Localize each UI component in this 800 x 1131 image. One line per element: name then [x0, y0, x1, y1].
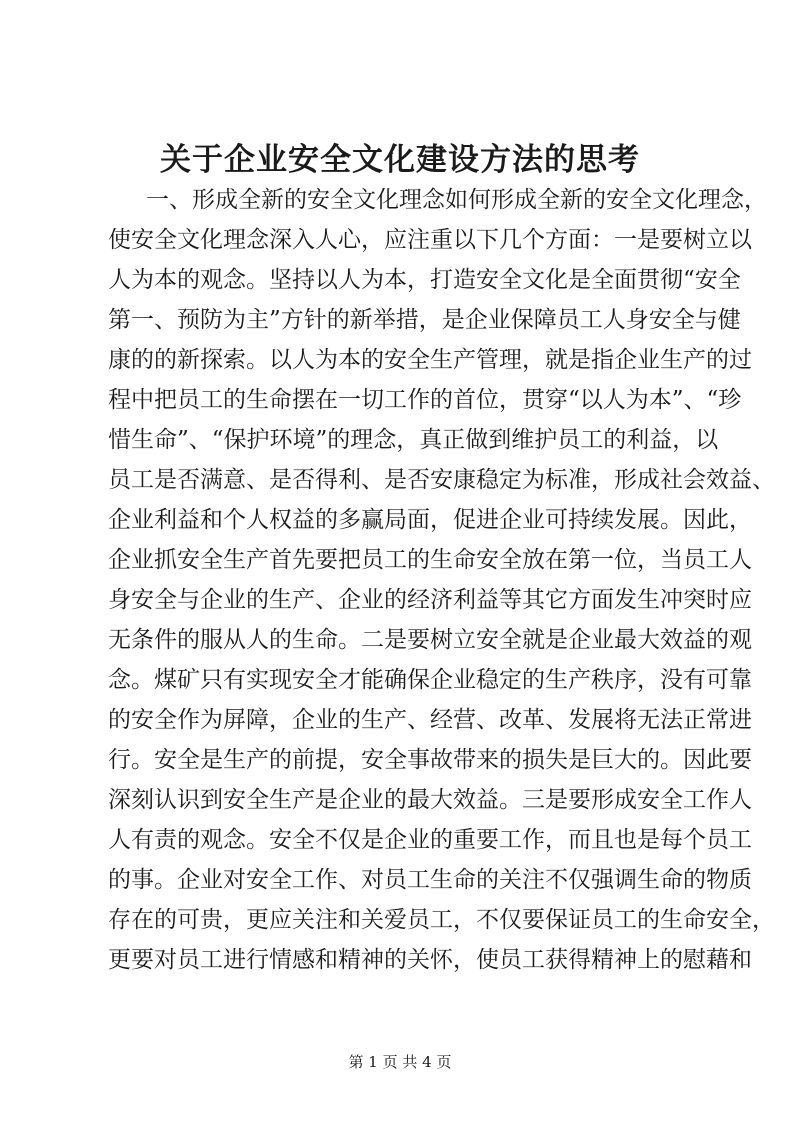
body-line: 人有责的观念。安全不仅是企业的重要工作，而且也是每个员工 [108, 827, 752, 853]
body-line: 更要对员工进行情感和精神的关怀，使员工获得精神上的慰藉和 [108, 947, 752, 973]
body-line: 存在的可贵，更应关注和关爱员工，不仅要保证员工的生命安全， [108, 907, 775, 933]
body-line: 的安全作为屏障，企业的生产、经营、改革、发展将无法正常进 [108, 707, 752, 733]
document-title: 关于企业安全文化建设方法的思考 [160, 142, 640, 178]
body-line: 使安全文化理念深入人心，应注重以下几个方面：一是要树立以 [108, 227, 752, 253]
body-line: 企业利益和个人权益的多赢局面，促进企业可持续发展。因此， [108, 507, 752, 533]
body-line: 念。煤矿只有实现安全才能确保企业稳定的生产秩序，没有可靠 [108, 667, 752, 693]
body-line: 身安全与企业的生产、企业的经济利益等其它方面发生冲突时应 [108, 587, 752, 613]
body-line: 第一、预防为主”方针的新举措，是企业保障员工人身安全与健 [108, 307, 741, 333]
body-line: 一、形成全新的安全文化理念如何形成全新的安全文化理念， [146, 187, 767, 213]
body-line: 程中把员工的生命摆在一切工作的首位，贯穿“以人为本”、“珍 [108, 387, 742, 413]
body-line: 惜生命”、“保护环境”的理念，真正做到维护员工的利益，以 [108, 427, 719, 453]
body-line: 员工是否满意、是否得利、是否安康稳定为标准，形成社会效益、 [108, 467, 775, 493]
body-line: 人为本的观念。坚持以人为本，打造安全文化是全面贯彻“安全 [108, 267, 741, 293]
body-line: 的事。企业对安全工作、对员工生命的关注不仅强调生命的物质 [108, 867, 752, 893]
body-line: 深刻认识到安全生产是企业的最大效益。三是要形成安全工作人 [108, 787, 752, 813]
body-paragraph [108, 180, 775, 980]
body-line: 行。安全是生产的前提，安全事故带来的损失是巨大的。因此要 [108, 747, 752, 773]
body-line: 无条件的服从人的生命。二是要树立安全就是企业最大效益的观 [108, 627, 752, 653]
body-line: 企业抓安全生产首先要把员工的生命安全放在第一位，当员工人 [108, 547, 752, 573]
page-footer: 第 1 页 共 4 页 [348, 1053, 452, 1071]
body-line: 康的的新探索。以人为本的安全生产管理，就是指企业生产的过 [108, 347, 752, 373]
